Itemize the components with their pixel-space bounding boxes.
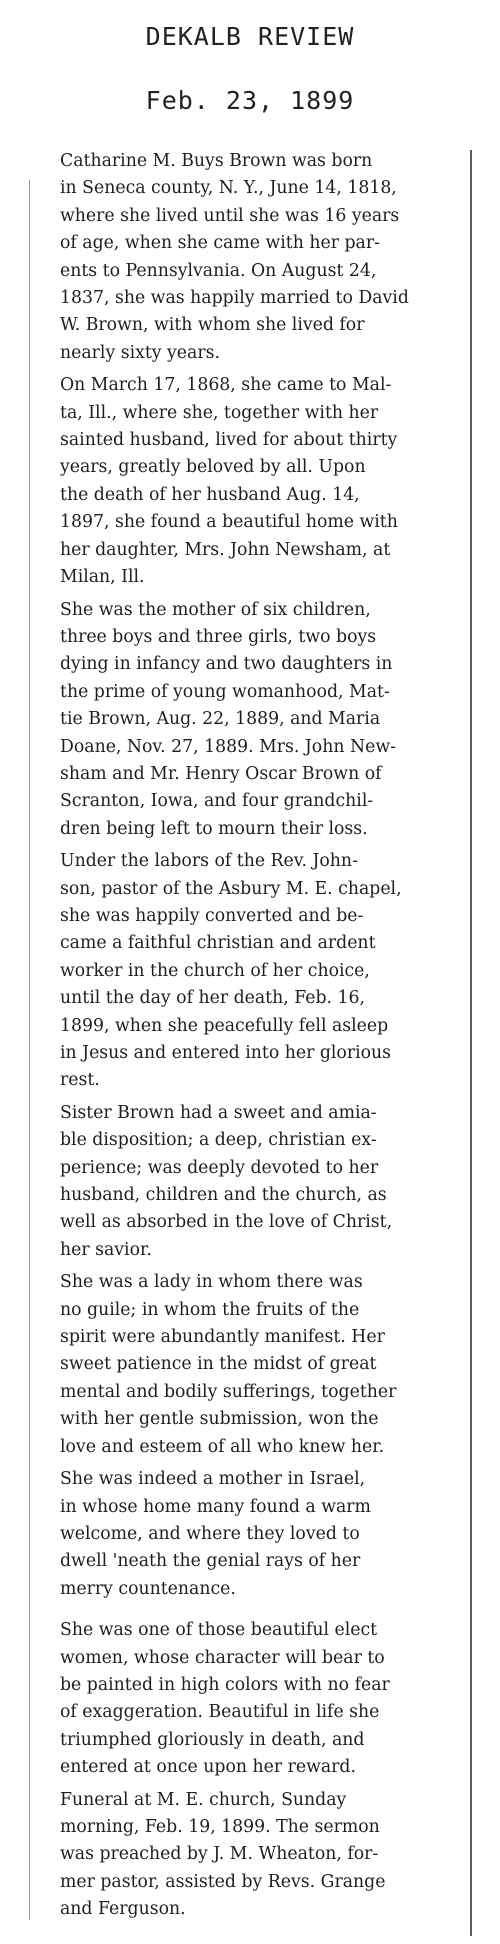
- text-line: came a faithful christian and ardent: [60, 933, 376, 954]
- text-line: she was happily converted and be-: [60, 905, 364, 926]
- text-line: her savior.: [60, 1239, 152, 1260]
- text-line: sainted husband, lived for about thirty: [60, 430, 398, 451]
- text-line: with her gentle submission, won the: [60, 1409, 379, 1430]
- publication-date: Feb. 23, 1899: [145, 86, 355, 115]
- text-line: was preached by J. M. Wheaton, for-: [60, 1844, 379, 1865]
- text-line: rest.: [60, 1070, 100, 1091]
- obituary-paragraph: [26, 1787, 474, 1924]
- text-line: 1899, when she peacefully fell asleep: [60, 1015, 389, 1036]
- text-line: She was the mother of six children,: [60, 599, 371, 620]
- text-line: mental and bodily sufferings, together: [60, 1381, 397, 1402]
- text-line: ents to Pennsylvania. On August 24,: [60, 260, 377, 281]
- text-line: She was a lady in whom there was: [60, 1272, 363, 1293]
- text-line: of exaggeration. Beautiful in life she: [60, 1702, 380, 1723]
- text-line: dren being left to mourn their loss.: [60, 818, 368, 839]
- text-line: sham and Mr. Henry Oscar Brown of: [60, 763, 382, 784]
- text-line: Milan, Ill.: [60, 567, 145, 588]
- text-line: no guile; in whom the fruits of the: [60, 1299, 360, 1320]
- text-line: the death of her husband Aug. 14,: [60, 484, 360, 505]
- text-line: merry countenance.: [60, 1578, 236, 1599]
- text-line: W. Brown, with whom she lived for: [60, 315, 365, 336]
- obituary-paragraph: [26, 1100, 474, 1264]
- text-line: Funeral at M. E. church, Sunday: [60, 1789, 347, 1810]
- text-line: years, greatly beloved by all. Upon: [60, 457, 366, 478]
- text-line: ta, Ill., where she, together with her: [60, 402, 379, 423]
- text-line: Doane, Nov. 27, 1889. Mrs. John New-: [60, 736, 396, 757]
- obituary-paragraph: [26, 848, 474, 1095]
- text-line: husband, children and the church, as: [60, 1185, 387, 1206]
- text-line: welcome, and where they loved to: [60, 1523, 360, 1544]
- text-line: sweet patience in the midst of great: [60, 1354, 377, 1375]
- text-line: On March 17, 1868, she came to Mal-: [60, 375, 392, 396]
- text-line: perience; was deeply devoted to her: [60, 1157, 379, 1178]
- text-line: triumphed gloriously in death, and: [60, 1729, 365, 1750]
- text-line: well as absorbed in the love of Christ,: [60, 1212, 393, 1233]
- text-line: Catharine M. Buys Brown was born: [60, 151, 373, 171]
- publication-title: DEKALB REVIEW: [145, 22, 355, 51]
- text-line: love and esteem of all who knew her.: [60, 1436, 385, 1457]
- text-line: 1897, she found a beautiful home with: [60, 512, 398, 533]
- obituary-clipping: [26, 148, 474, 1938]
- text-line: the prime of young womanhood, Mat-: [60, 681, 390, 702]
- obituary-paragraph: [26, 597, 474, 844]
- text-line: son, pastor of the Asbury M. E. chapel,: [60, 878, 402, 899]
- obituary-paragraph: [26, 1617, 474, 1781]
- text-line: worker in the church of her choice,: [60, 960, 370, 981]
- masthead: [0, 0, 500, 140]
- text-line: nearly sixty years.: [60, 342, 220, 363]
- text-line: 1837, she was happily married to David: [60, 288, 409, 309]
- text-line: three boys and three girls, two boys: [60, 626, 377, 647]
- text-line: ble disposition; a deep, christian ex-: [60, 1130, 377, 1151]
- text-line: dying in infancy and two daughters in: [60, 654, 393, 675]
- text-line: of age, when she came with her par-: [60, 233, 380, 254]
- obituary-paragraph: [26, 1269, 474, 1461]
- text-line: She was one of those beautiful elect: [60, 1620, 378, 1641]
- obituary-paragraph: [26, 1466, 474, 1603]
- text-line: where she lived until she was 16 years: [60, 205, 400, 226]
- text-line: Sister Brown had a sweet and amia-: [60, 1102, 377, 1123]
- text-line: and Ferguson.: [60, 1899, 186, 1920]
- text-line: in Seneca county, N. Y., June 14, 1818,: [60, 178, 397, 199]
- text-line: mer pastor, assisted by Revs. Grange: [60, 1871, 386, 1892]
- text-line: in Jesus and entered into her glorious: [60, 1043, 392, 1063]
- obituary-paragraph: [26, 148, 474, 367]
- text-line: morning, Feb. 19, 1899. The sermon: [60, 1816, 380, 1837]
- text-line: dwell 'neath the genial rays of her: [60, 1551, 361, 1572]
- text-line: be painted in high colors with no fear: [60, 1674, 390, 1695]
- text-line: She was indeed a mother in Israel,: [60, 1469, 366, 1490]
- obituary-paragraph: [26, 372, 474, 591]
- text-line: her daughter, Mrs. John Newsham, at: [60, 539, 391, 560]
- text-line: spirit were abundantly manifest. Her: [60, 1327, 385, 1348]
- text-line: entered at once upon her reward.: [60, 1757, 356, 1778]
- text-line: women, whose character will bear to: [60, 1647, 385, 1668]
- text-line: Scranton, Iowa, and four grandchil-: [60, 791, 374, 812]
- text-line: tie Brown, Aug. 22, 1889, and Maria: [60, 709, 381, 730]
- text-line: until the day of her death, Feb. 16,: [60, 988, 366, 1009]
- text-line: Under the labors of the Rev. John-: [60, 851, 358, 872]
- text-line: in whose home many found a warm: [60, 1496, 371, 1517]
